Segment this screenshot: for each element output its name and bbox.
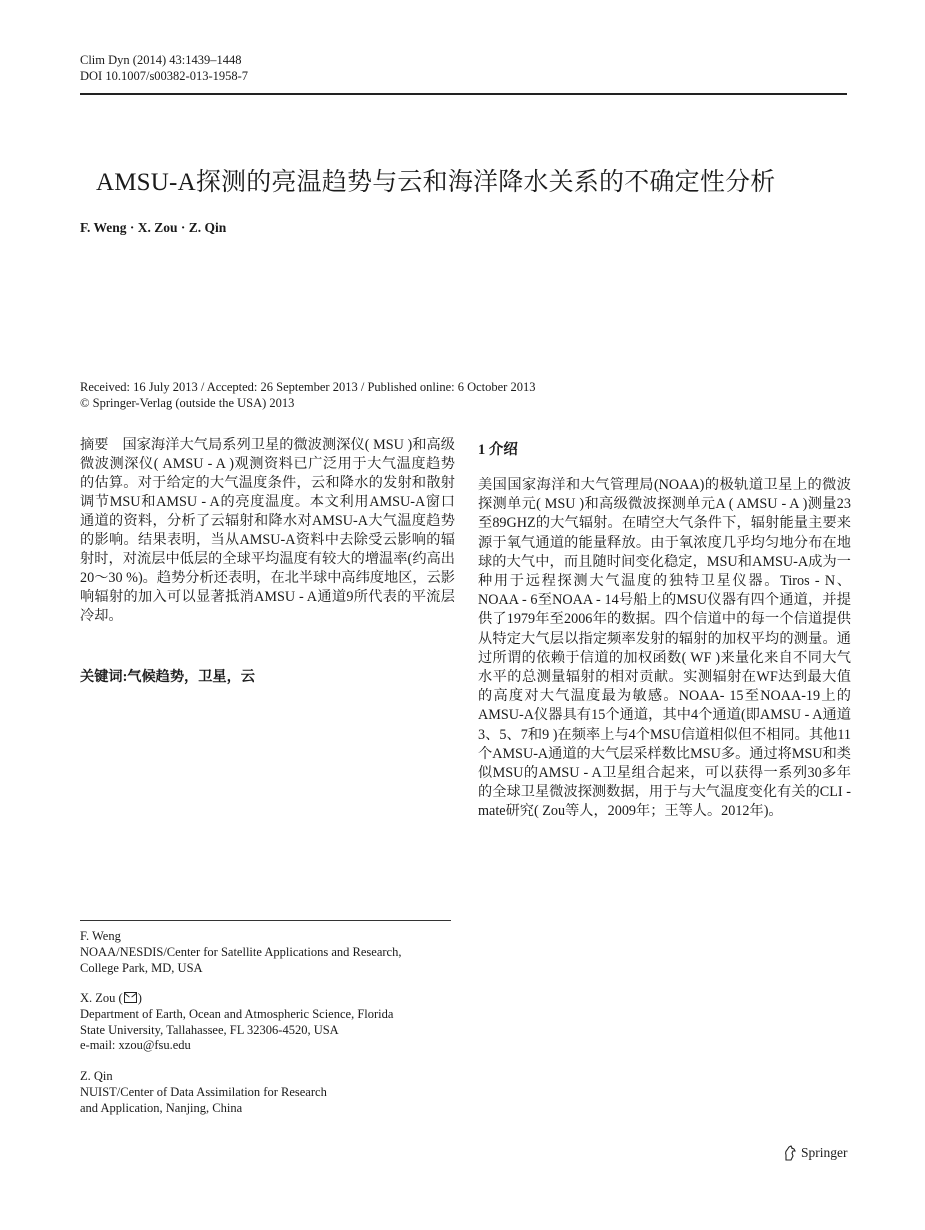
affiliation-weng [80,929,460,976]
envelope-icon [124,992,137,1003]
keywords: 关键词:气候趋势，卫星，云 [80,669,255,685]
journal-line: Clim Dyn (2014) 43:1439–1448 [80,53,242,67]
abstract-label: 摘要 [80,437,109,453]
abstract-text: 国家海洋大气局系列卫星的微波测深仪( MSU )和高级微波测深仪( AMSU - A )观测资料已广泛用于大气温度趋势的估算。对于给定的大气温度条件，云和降水的发射和散射调节MSU和AMSU - A的亮度温度。本文利用AMSU-A窗口通道的资料，分析了云辐射和降水对AMSU-A大气温度趋势的影响。结果表明，当从AMSU-A资料中去除受云影响的辐射时，对流层中低层的全球平均温度有较大的增温率(约高出20～30 %)。趋势分析还表明，在北半球中高纬度地区，云影响辐射的加入可以显著抵消AMSU - A通道9所代表的平流层冷却。 [80,437,455,624]
affiliation-line: State University, Tallahassee, FL 32306-4520, USA [80,1022,339,1037]
history-line: Received: 16 July 2013 / Accepted: 26 September 2013 / Published online: 6 October 2013 [80,380,536,394]
introduction-text: 美国国家海洋和大气管理局(NOAA)的极轨道卫星上的微波探测单元( MSU )和高级微波探测单元A ( AMSU - A )测量23至89GHZ的大气辐射。在晴空大气条件下，辐射能量主要来源于氧气通道的能量释放。由于氧浓度几乎均匀地分布在地球的大气中，而且随时间变化稳定，MSU和AMSU-A成为一种用于远程探测大气温度的独特卫星仪器。Tiros - N、NOAA - 6至NOAA - 14号船上的MSU仪器有四个通道，并提供了1979年至2006年的数据。四个信道中的每一个信道提供从特定大气层以指定频率发射的辐射的加权平均的测量。通过所谓的依赖于信道的加权函数( WF )来量化来自不同大气水平的总测量辐射的相对贡献。实测辐射在WF达到最大值的高度对大气温度最为敏感。NOAA- 15至NOAA-19上的AMSU-A仪器具有15个通道，其中4个通道(即AMSU - A通道3、5、7和9 )在频率上与4个MSU信道相似但不相同。其他11个AMSU-A通道的大气层采样数比MSU多。通过将MSU和类似MSU的AMSU - A卫星组合起来，可以获得一系列30多年的全球卫星微波探测数据，用于与大气温度变化有关的CLI - mate研究( Zou等人，2009年；王等人。2012年)。 [478,477,851,820]
affiliation-zou: X. Zou ( ) Department of Earth, Ocean and Atmospheric Science, Florida State University, Tallahassee, FL 32306-4520, USA e-mail: xzou@fsu.edu [80,991,460,1054]
header-rule [80,93,847,95]
section-heading-introduction: 1 介绍 [478,442,518,458]
affiliation-name: F. Weng [80,929,121,943]
affiliation-line: NOAA/NESDIS/Center for Satellite Applications and Research, [80,944,402,959]
affiliation-line: Department of Earth, Ocean and Atmospheric Science, Florida [80,1006,394,1021]
affiliation-line: College Park, MD, USA [80,960,203,975]
affiliation-name: X. Zou [80,991,116,1005]
abstract [80,436,455,626]
paper-title: AMSU-A探测的亮温趋势与云和海洋降水关系的不确定性分析 [96,169,776,196]
email-link[interactable]: e-mail: xzou@fsu.edu [80,1038,191,1053]
footnote-rule [80,920,451,921]
springer-horse-icon [783,1145,797,1161]
affiliation-name: Z. Qin [80,1069,113,1083]
author-list: F. Weng · X. Zou · Z. Qin [80,220,227,235]
doi-line: DOI 10.1007/s00382-013-1958-7 [80,69,249,83]
publisher-name: Springer [801,1145,848,1160]
publisher-logo [783,1145,848,1161]
affiliation-line: and Application, Nanjing, China [80,1100,243,1115]
affiliation-line: NUIST/Center of Data Assimilation for Research [80,1084,327,1099]
copyright-line: © Springer-Verlag (outside the USA) 2013 [80,396,295,410]
journal-citation [80,52,248,84]
publication-dates [80,379,535,411]
affiliation-qin [80,1069,460,1116]
